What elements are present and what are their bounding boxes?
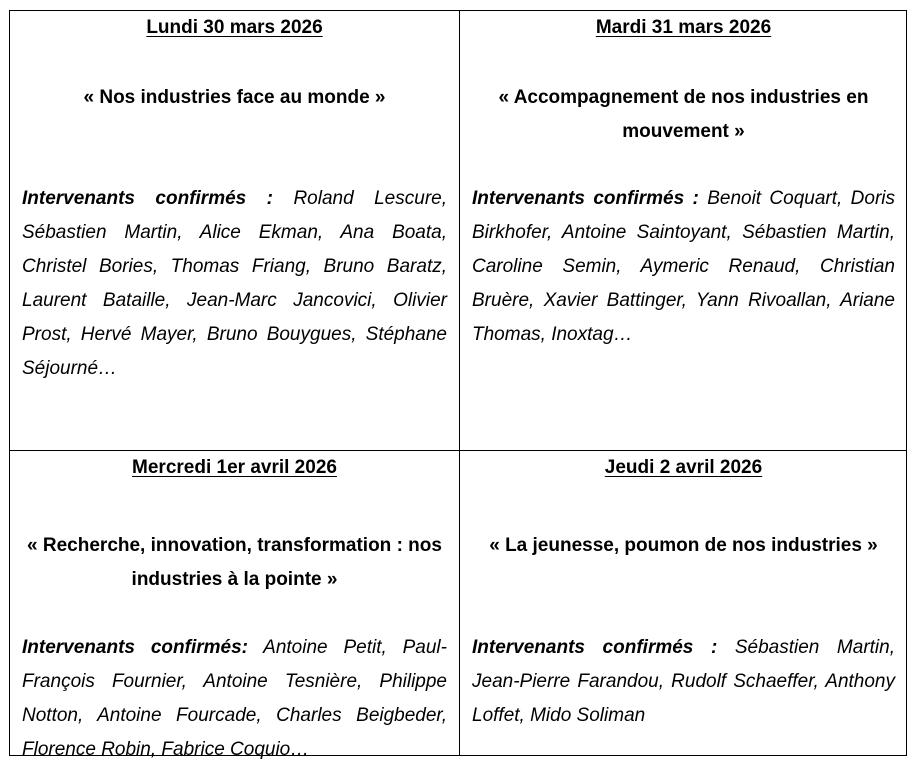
schedule-table bbox=[9, 10, 907, 760]
day-theme: « Accompagnement de nos industries en mouvement » bbox=[498, 87, 869, 142]
day-theme: « Nos industries face au monde » bbox=[83, 87, 386, 108]
speakers-label: Intervenants confirmés: bbox=[22, 637, 248, 658]
day-date: Lundi 30 mars 2026 bbox=[146, 17, 323, 38]
day-date: Jeudi 2 avril 2026 bbox=[604, 457, 763, 478]
speakers-list: Roland Lescure, Sébastien Martin, Alice Ekman, Ana Boata, Christel Bories, Thomas Friang, Bruno Baratz, Laurent Bataille, Jean-Marc Jancovici, Olivier Prost, Hervé Mayer, Bruno Bouygues, Stéphane Séjourné… bbox=[22, 188, 447, 379]
speakers-paragraph bbox=[472, 631, 895, 733]
speakers-list: Benoit Coquart, Doris Birkhofer, Antoine Saintoyant, Sébastien Martin, Caroline Semin, Aymeric Renaud, Christian Bruère, Xavier Battinger, Yann Rivoallan, Ariane Thomas, Inoxtag… bbox=[472, 188, 896, 345]
speakers-paragraph bbox=[22, 182, 447, 386]
day-cell-wednesday bbox=[10, 451, 459, 760]
speakers-label: Intervenants confirmés : bbox=[22, 188, 274, 209]
speakers-list: Antoine Petit, Paul-François Fournier, Antoine Tesnière, Philippe Notton, Antoine Fourcade, Charles Beigbeder, Florence Robin, Fabrice Coquio… bbox=[22, 637, 447, 760]
speakers-label: Intervenants confirmés : bbox=[472, 188, 699, 209]
day-date: Mardi 31 mars 2026 bbox=[595, 17, 772, 38]
speakers-paragraph bbox=[472, 182, 895, 352]
day-cell-thursday bbox=[460, 451, 907, 756]
day-cell-tuesday bbox=[460, 11, 907, 450]
day-theme: « Recherche, innovation, transformation : nos industries à la pointe » bbox=[27, 535, 442, 590]
day-theme: « La jeunesse, poumon de nos industries » bbox=[489, 535, 878, 556]
day-date: Mercredi 1er avril 2026 bbox=[132, 457, 337, 478]
day-cell-monday bbox=[10, 11, 459, 450]
speakers-label: Intervenants confirmés : bbox=[472, 637, 718, 658]
speakers-paragraph bbox=[22, 631, 447, 767]
speakers-list: Sébastien Martin, Jean-Pierre Farandou, Rudolf Schaeffer, Anthony Loffet, Mido Soliman bbox=[472, 637, 895, 726]
